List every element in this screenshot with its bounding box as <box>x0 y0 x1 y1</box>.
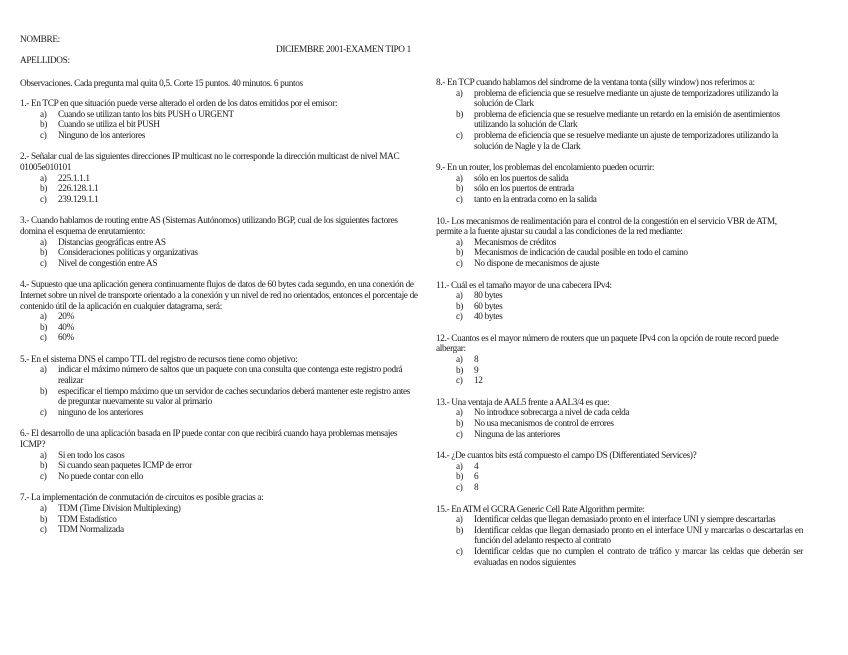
question-7 <box>20 493 418 535</box>
option-a <box>436 89 803 110</box>
option-c <box>20 195 418 206</box>
option-text: Si en todo los casos <box>58 450 125 461</box>
option-b <box>20 515 418 526</box>
option-letter: c) <box>456 258 463 269</box>
option-text: Cuando se utilizan tanto los bits PUSH o URGENT <box>58 109 234 120</box>
option-letter: b) <box>456 365 464 376</box>
option-letter: a) <box>456 237 463 248</box>
option-c <box>436 430 803 441</box>
apellidos-label: APELLIDOS: <box>20 56 70 66</box>
exam-title: DICIEMBRE 2001-EXAMEN TIPO 1 <box>276 45 411 55</box>
question-text: 2.- Señalar cual de las siguientes direcciones IP multicast no le corresponde la dirección multicast de nivel MAC 01005e010101 <box>20 152 400 173</box>
option-text: 4 <box>474 461 479 472</box>
option-letter: a) <box>40 237 47 248</box>
question-5 <box>20 355 418 419</box>
option-a <box>436 408 803 419</box>
option-text: problema de eficiencia que se resuelve mediante un ajuste de temporizadores utilizando la solución de Clark <box>474 88 778 110</box>
nombre-label: NOMBRE: <box>20 35 60 45</box>
option-c <box>436 483 803 494</box>
option-letter: c) <box>456 429 463 440</box>
question-8 <box>436 78 803 152</box>
question-9 <box>436 163 803 205</box>
option-letter: c) <box>40 471 47 482</box>
option-b <box>436 419 803 430</box>
option-letter: c) <box>456 376 463 387</box>
question-text: 7.- La implementación de conmutación de circuitos es posible gracias a: <box>20 493 264 504</box>
option-letter: b) <box>40 514 48 525</box>
option-c <box>20 333 418 344</box>
option-text: 239.129.1.1 <box>58 194 99 205</box>
option-text: No usa mecanismos de control de errores <box>474 419 614 430</box>
option-letter: a) <box>456 88 463 99</box>
observations-text: Observaciones. Cada pregunta mal quita 0,5. Corte 15 puntos. 40 minutos. 6 puntos <box>20 79 303 89</box>
option-a <box>20 365 418 386</box>
option-c <box>20 259 418 270</box>
option-letter: c) <box>456 546 463 557</box>
option-a <box>20 238 418 249</box>
option-text: TDM (Time Division Multiplexing) <box>58 504 181 514</box>
option-a <box>436 355 803 366</box>
option-text: tanto en la entrada como en la salida <box>474 194 597 205</box>
option-text: Nivel de congestión entre AS <box>58 258 158 269</box>
option-letter: c) <box>456 483 463 493</box>
option-text: Identificar celdas que llegan demasiado pronto en el interface UNI y marcarlas o descartarlas en función del adelanto respecto al contrato <box>474 525 803 547</box>
option-text: 80 bytes <box>474 291 503 302</box>
option-text: 40% <box>58 322 74 333</box>
questions-left-column <box>20 99 418 547</box>
option-text: 9 <box>474 365 479 376</box>
option-a <box>436 174 803 185</box>
option-text: Ninguna de las anteriores <box>474 429 560 440</box>
option-text: 8 <box>474 355 479 366</box>
option-letter: b) <box>40 322 48 333</box>
option-text: problema de eficiencia que se resuelve mediante un ajuste de temporizadores utilizando la solución de Nagle y la de Clark <box>474 130 778 152</box>
option-letter: b) <box>456 472 464 483</box>
option-text: Consideraciones políticas y organizativas <box>58 248 198 259</box>
option-c <box>436 376 803 387</box>
question-12 <box>436 334 803 387</box>
option-a <box>436 291 803 302</box>
option-letter: a) <box>456 173 463 184</box>
option-b <box>436 472 803 483</box>
question-text: 5.- En el sistema DNS el campo TTL del registro de recursos tiene como objetivo: <box>20 354 298 365</box>
option-b <box>436 526 803 547</box>
option-a <box>436 238 803 249</box>
option-letter: a) <box>456 515 463 526</box>
option-letter: c) <box>40 194 47 205</box>
questions-right-column <box>436 78 803 579</box>
option-b <box>436 248 803 259</box>
option-b <box>20 387 418 408</box>
option-c <box>20 408 418 419</box>
option-c <box>436 547 803 568</box>
option-letter: a) <box>40 504 47 514</box>
option-c <box>20 525 418 536</box>
question-text: 11.- Cuál es el tamaño mayor de una cabecera IPv4: <box>436 280 612 291</box>
question-1 <box>20 99 418 141</box>
question-13 <box>436 398 803 440</box>
option-b <box>436 184 803 195</box>
option-text: Identificar celdas que no cumplen el contrato de tráfico y marcar las celdas que deberán ser evaluadas en nodos siguientes <box>474 546 803 568</box>
option-a <box>20 110 418 121</box>
option-text: Mecanismos de créditos <box>474 237 557 248</box>
option-b <box>20 120 418 131</box>
question-15 <box>436 505 803 569</box>
question-text: 6.- El desarrollo de una aplicación basada en IP puede contar con que recibirá cuando haya problemas mensajes ICMP? <box>20 429 398 451</box>
option-letter: c) <box>40 525 47 536</box>
option-a <box>436 515 803 526</box>
option-a <box>20 312 418 323</box>
option-letter: c) <box>40 407 47 418</box>
option-letter: b) <box>456 525 464 536</box>
option-b <box>436 302 803 313</box>
question-text: 3.- Cuando hablamos de routing entre AS (Sistemas Autónomos) utilizando BGP, cual de los siguientes factores domina el esquema de enrutamiento: <box>20 216 398 237</box>
option-text: 20% <box>58 312 74 323</box>
option-text: Si cuando sean paquetes ICMP de error <box>58 461 192 472</box>
option-text: Distancias geográficas entre AS <box>58 237 166 248</box>
option-c <box>436 312 803 323</box>
option-text: problema de eficiencia que se resuelve mediante un retardo en la emisión de asentimientos utilizando la solución de Clark <box>474 109 780 131</box>
option-letter: a) <box>40 365 47 376</box>
option-a <box>20 174 418 185</box>
option-letter: b) <box>456 109 464 120</box>
option-b <box>20 248 418 259</box>
option-b <box>20 184 418 195</box>
option-text: 226.128.1.1 <box>58 184 99 195</box>
option-letter: b) <box>40 184 48 195</box>
option-letter: a) <box>456 355 463 366</box>
question-11 <box>436 281 803 323</box>
option-text: No introduce sobrecarga a nivel de cada celda <box>474 408 630 419</box>
option-letter: b) <box>40 461 48 472</box>
option-letter: a) <box>40 173 47 184</box>
option-b <box>20 323 418 334</box>
option-text: Ninguno de los anteriores <box>58 130 146 141</box>
option-letter: c) <box>456 194 463 205</box>
option-text: 40 bytes <box>474 312 503 323</box>
question-4 <box>20 280 418 344</box>
option-text: TDM Normalizada <box>58 525 124 536</box>
option-a <box>436 462 803 473</box>
option-text: TDM Estadístico <box>58 514 117 525</box>
option-c <box>436 259 803 270</box>
question-text: 14.- ¿De cuantos bits está compuesto el campo DS (Differentiated Services)? <box>436 451 697 462</box>
option-a <box>20 504 418 515</box>
option-text: 6 <box>474 472 479 483</box>
question-14 <box>436 451 803 493</box>
question-10 <box>436 217 803 270</box>
question-2 <box>20 152 418 205</box>
option-text: Cuando se utiliza el bit PUSH <box>58 120 160 131</box>
option-letter: c) <box>456 312 463 323</box>
option-letter: a) <box>456 291 463 302</box>
option-text: 60% <box>58 333 74 344</box>
option-letter: b) <box>40 120 48 131</box>
option-text: especificar el tiempo máximo que un servidor de caches secundarios deberá mantener este registro antes de preguntar nuevamente su valor al primario <box>58 386 411 408</box>
option-c <box>436 195 803 206</box>
option-letter: a) <box>456 461 463 472</box>
option-a <box>20 451 418 462</box>
question-text: 13.- Una ventaja de AAL5 frente a AAL3/4 es que: <box>436 397 610 408</box>
option-text: sólo en los puertos de salida <box>474 173 569 184</box>
option-b <box>436 110 803 131</box>
question-text: 4.- Supuesto que una aplicación genera continuamente flujos de datos de 60 bytes cada segundo, en una conexión de Internet sobre un nivel de transporte orientado a la conexión y un nivel de red no orientados, entonces el porcentaje de contenido útil de la aplicación en cualquier datagrama, será: <box>20 280 418 312</box>
question-text: 8.- En TCP cuando hablamos del síndrome de la ventana tonta (silly window) nos referimos a: <box>436 78 755 88</box>
question-text: 12.- Cuantos es el mayor número de routers que un paquete IPv4 con la opción de route record puede albergar: <box>436 333 779 355</box>
option-text: 60 bytes <box>474 301 503 312</box>
option-letter: b) <box>456 301 464 312</box>
question-6 <box>20 429 418 482</box>
option-b <box>436 366 803 377</box>
option-c <box>436 131 803 152</box>
option-text: Mecanismos de indicación de caudal posible en todo el camino <box>474 248 688 259</box>
option-letter: a) <box>40 312 47 323</box>
option-text: 12 <box>474 376 483 387</box>
option-letter: b) <box>40 386 48 397</box>
question-3 <box>20 216 418 269</box>
option-letter: b) <box>40 248 48 259</box>
option-text: No puede contar con ello <box>58 471 144 482</box>
option-text: Identificar celdas que llegan demasiado pronto en el interface UNI y siempre descartarlas <box>474 515 776 526</box>
option-c <box>20 131 418 142</box>
option-letter: c) <box>40 130 47 141</box>
option-text: indicar el máximo número de saltos que un paquete con una consulta que contenga este registro podrá realizar <box>58 365 403 387</box>
option-b <box>20 461 418 472</box>
question-text: 15.- En ATM el GCRA Generic Cell Rate Algorithm permite: <box>436 504 645 515</box>
question-text: 9.- En un router, los problemas del encolamiento pueden ocurrir: <box>436 163 655 174</box>
option-letter: c) <box>40 258 47 269</box>
option-text: No dispone de mecanismos de ajuste <box>474 258 600 269</box>
option-letter: b) <box>456 184 464 195</box>
option-letter: a) <box>456 408 463 419</box>
option-text: ninguno de los anteriores <box>58 407 143 418</box>
option-text: 8 <box>474 483 479 493</box>
option-letter: a) <box>40 109 47 120</box>
option-letter: b) <box>456 248 464 259</box>
option-letter: a) <box>40 450 47 461</box>
option-text: 225.1.1.1 <box>58 173 90 184</box>
question-text: 10.- Los mecanismos de realimentación para el control de la congestión en el servicio VBR de ATM, permite a la fuente ajustar su caudal a las condiciones de la red mediante: <box>436 216 777 238</box>
option-c <box>20 472 418 483</box>
option-letter: b) <box>456 419 464 430</box>
question-text: 1.- En TCP en que situación puede verse alterado el orden de los datos emitidos por el emisor: <box>20 99 338 109</box>
option-text: sólo en los puertos de entrada <box>474 184 574 195</box>
option-letter: c) <box>456 130 463 141</box>
option-letter: c) <box>40 333 47 344</box>
